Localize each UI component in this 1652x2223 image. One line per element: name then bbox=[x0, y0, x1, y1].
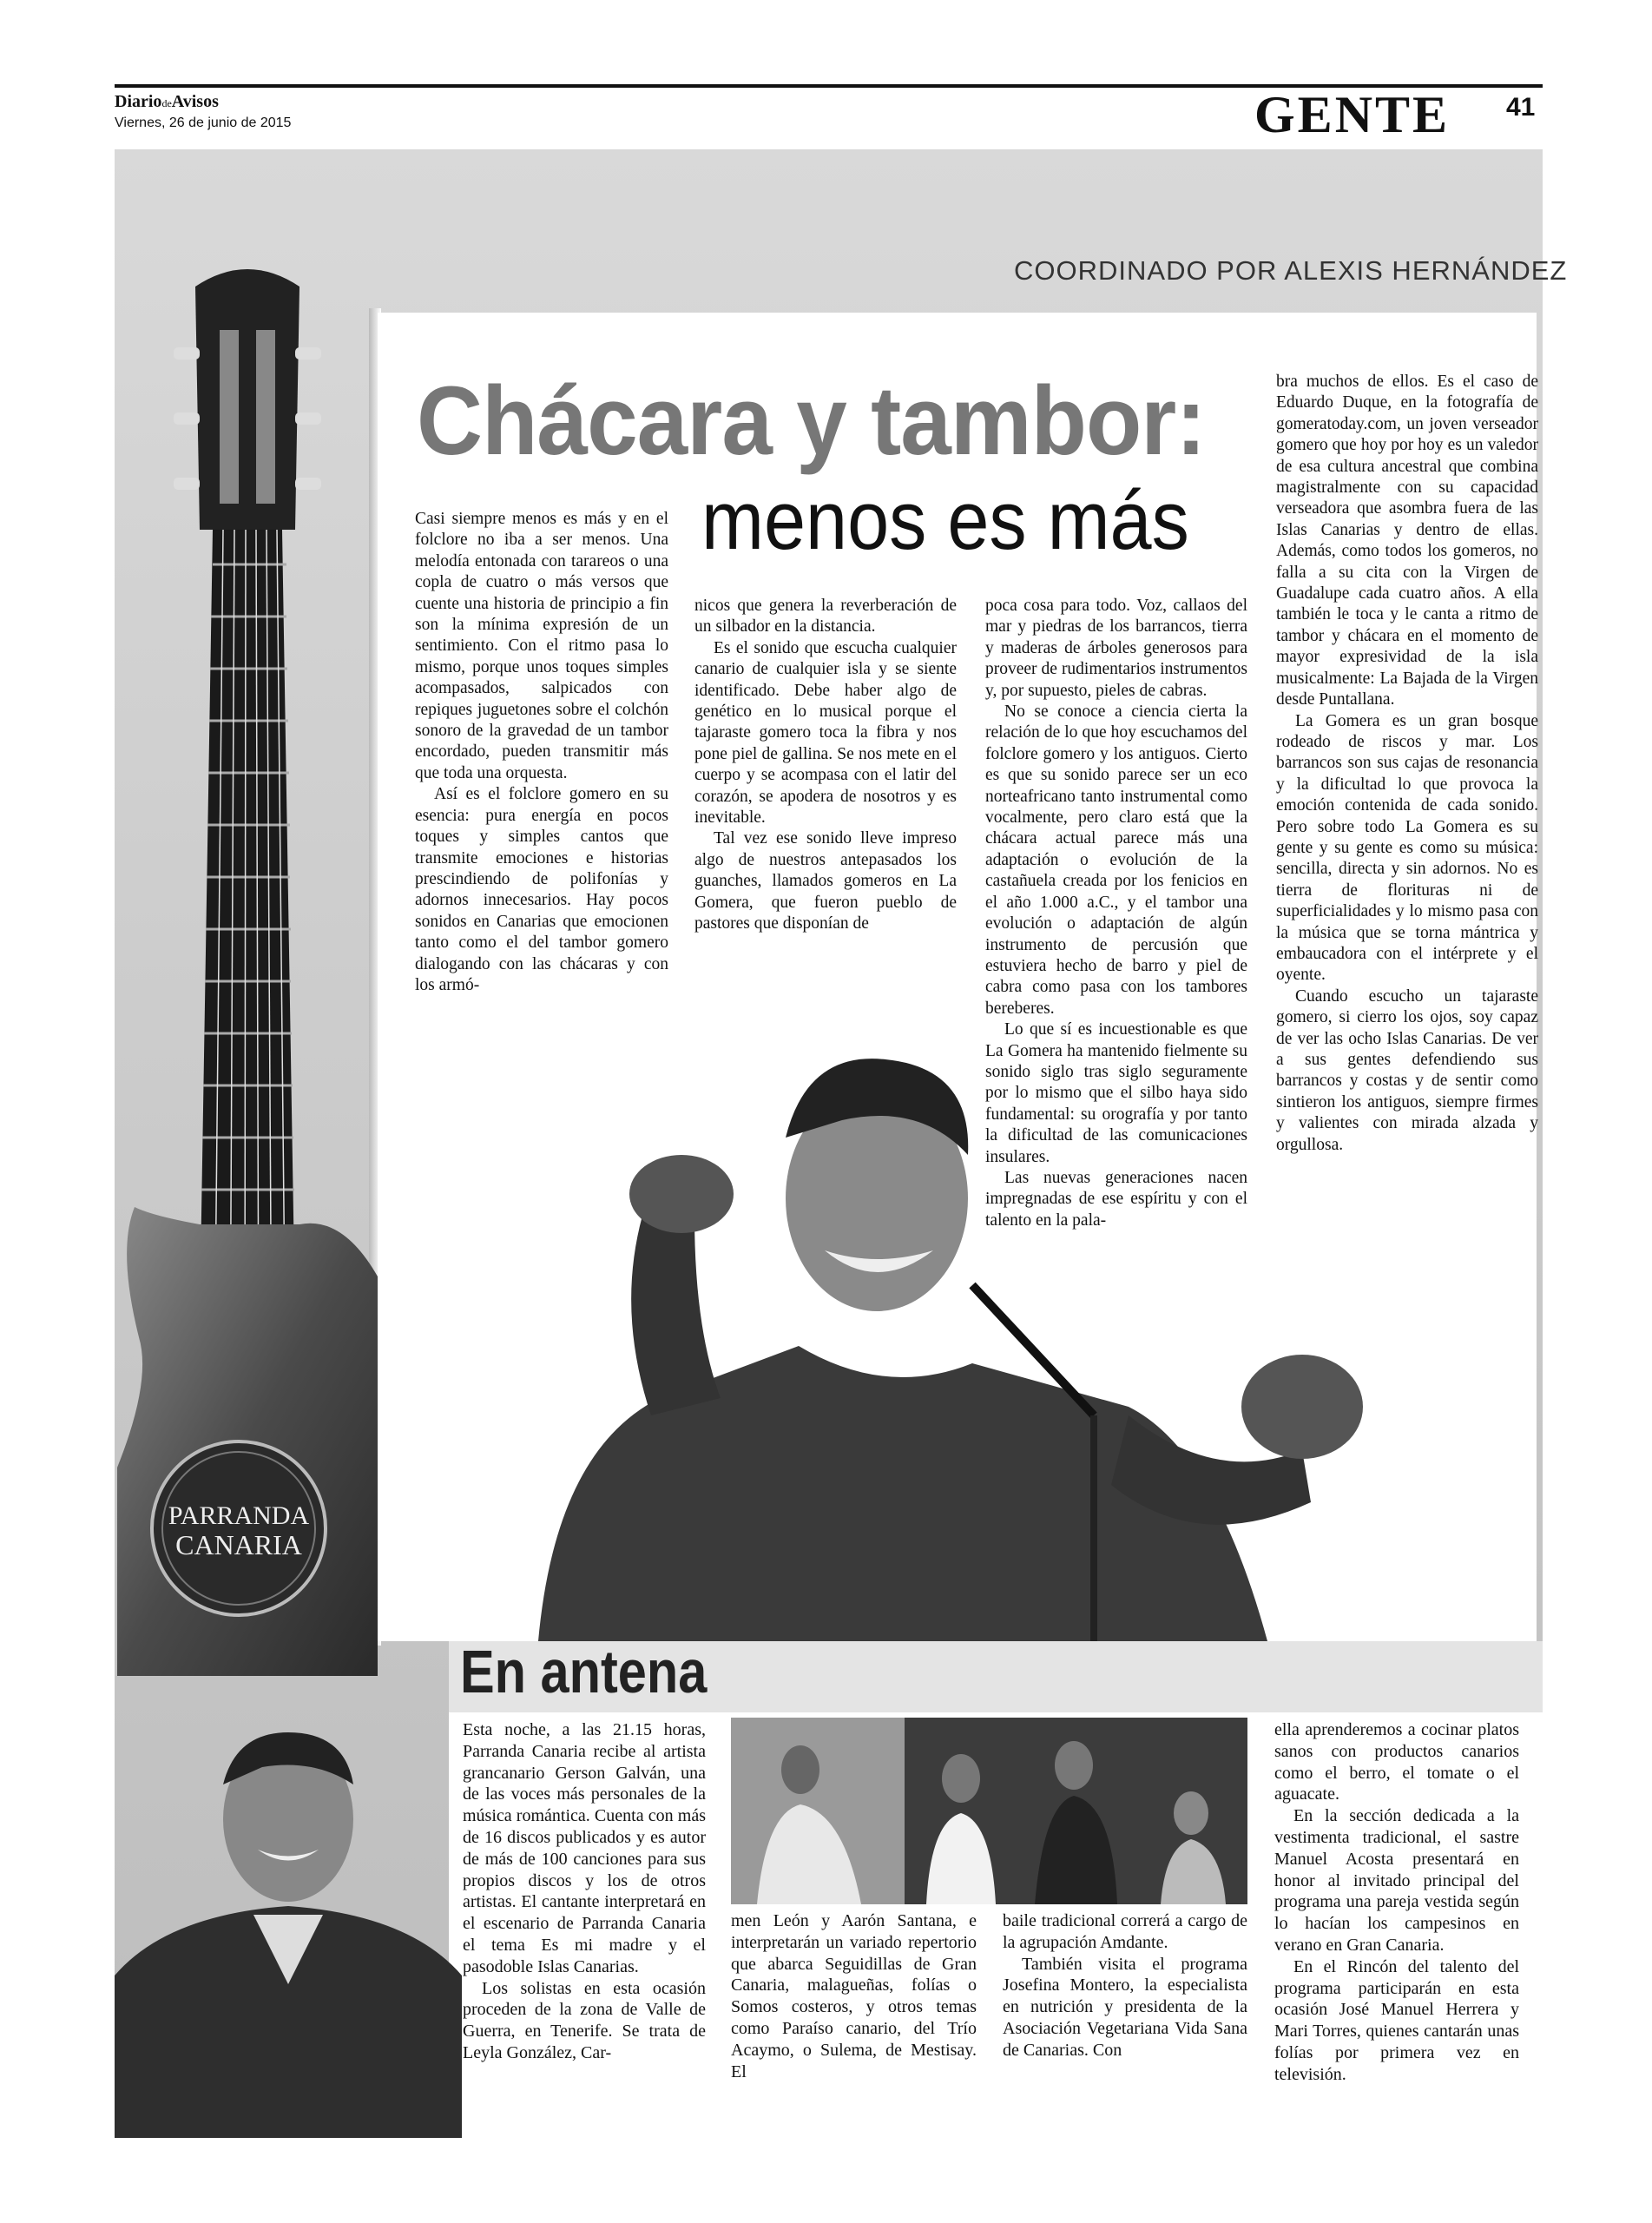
antena-title: En antena bbox=[460, 1638, 708, 1705]
logo-line-2: CANARIA bbox=[175, 1529, 302, 1560]
paragraph: En el Rincón del talento del programa participarán en esta ocasión José Manuel Herrera y Mari Torres, quienes cantarán unas folías por primera vez en televisión. bbox=[1274, 1956, 1519, 2084]
antena-column-3 bbox=[1003, 1910, 1247, 2061]
page-number: 41 bbox=[1506, 93, 1536, 122]
paragraph: Es el sonido que escucha cualquier canario de cualquier isla y se siente identificado. Debe haber algo de genético en lo musical porque el tajaraste gomero toca la fibra y nos pone piel de gallina. Se nos mete en el cuerpo y se acompasa con el latir del corazón, se apodera de nosotros y es inevitable. bbox=[694, 638, 957, 828]
guitar-illustration bbox=[117, 252, 378, 1676]
paragraph: nicos que genera la reverberación de un silbador en la distancia. bbox=[694, 597, 957, 637]
paragraph: men León y Aarón Santana, e interpretarán un variado repertorio que abarca Seguidillas de Gran Canaria, malagueñas, folías o Somos costeros, y otros temas como Paraíso canario, del Trío Acaymo, o Sulema, de Mestisay. El bbox=[731, 1911, 977, 2081]
group-photo bbox=[731, 1718, 1247, 1904]
host-photo bbox=[115, 1698, 462, 2138]
paragraph: La Gomera es un gran bosque rodeado de riscos y mar. Los barrancos son sus cajas de resonancia y la dificultad lo que provoca la emoción contenida de cada sonido. Pero sobre todo La Gomera es su gente y su gente es como su música: sencilla, directa y sin adornos. No es tierra de florituras ni de superficialidades y lo mismo pasa con la música que se torna mántrica y embaucadora con el intérprete y el oyente. bbox=[1276, 711, 1538, 985]
paragraph: bra muchos de ellos. Es el caso de Eduardo Duque, en la fotografía de gomeratoday.com, un joven verseador gomero que hoy por hoy es un valedor de esa cultura ancestral que combina magistralmente con su capacidad verseadora que asombra fuera de las Islas Canarias y dentro de ellas. Además, como todos los gomeros, no falla a su cita con la Virgen de Guadalupe cada cuatro años. A ella también le toca y le canta a ritmo de tambor y chácara en el momento de mayor expresividad de la isla musicalmente: La Bajada de la Virgen desde Puntallana. bbox=[1276, 373, 1538, 709]
article-subtitle: menos es más bbox=[701, 474, 1189, 567]
paragraph: poca cosa para todo. Voz, callaos del mar y piedras de los barrancos, tierra y maderas de árboles generosos para proveer de rudimentarios instrumentos y, por supuesto, pieles de cabras. bbox=[985, 597, 1247, 700]
logo-line-1: PARRANDA bbox=[168, 1501, 310, 1530]
article-column-2 bbox=[694, 596, 957, 935]
paragraph: Así es el folclore gomero en su esencia: pura energía en pocos toques y simples cantos que transmite emociones e historias prescindiendo de polifonías y adornos innecesarios. Hay pocos sonidos en Canarias que emocionen tanto como el del tambor gomero dialogando con las chácaras y con los armó- bbox=[415, 785, 668, 994]
paragraph: Cuando escucho un tajaraste gomero, si cierro los ojos, soy capaz de ver las ocho Islas Canarias. De ver a sus gentes defendiendo sus barrancos y costas y de sentir como sintieron los antiguos, siempre firmes y valientes con mirada alzada y orgullosa. bbox=[1276, 986, 1538, 1154]
masthead: DiariodeAvisos bbox=[115, 92, 219, 111]
paragraph: ella aprenderemos a cocinar platos sanos con productos canarios como el berro, el tomate o el aguacate. bbox=[1274, 1720, 1519, 1804]
paragraph: En la sección dedicada a la vestimenta tradicional, el sastre Manuel Acosta presentará en honor al invitado principal del programa una pareja vestida según lo hacían los campesinos en verano en Gran Canaria. bbox=[1274, 1806, 1519, 1955]
article-column-4 bbox=[1276, 372, 1538, 1156]
antena-column-1 bbox=[463, 1719, 706, 2064]
paragraph: También visita el programa Josefina Montero, la especialista en nutrición y presidenta de la Asociación Vegetariana Vida Sana de Canarias. Con bbox=[1003, 1954, 1247, 2060]
issue-date: Viernes, 26 de junio de 2015 bbox=[115, 115, 292, 130]
section-name: GENTE bbox=[1254, 86, 1451, 143]
article-column-3 bbox=[985, 596, 1247, 1231]
article-column-1 bbox=[415, 509, 668, 996]
paragraph: Lo que sí es incuestionable es que La Gomera ha mantenido fielmente su sonido siglo tras siglo seguramente por lo mismo que el silbo haya sido fundamental: su orografía y por tanto la dificultad de las comunicaciones insulares. bbox=[985, 1020, 1247, 1166]
byline: COORDINADO POR ALEXIS HERNÁNDEZ bbox=[1014, 255, 1568, 286]
paragraph: Casi siempre menos es más y en el folclore no iba a ser menos. Una melodía entonada con tarareos o una copla de cuatro o más versos que cuente una historia de principio a fin son la mínima expresión de un sentimiento. Con el ritmo pasa lo mismo, porque unos toques simples acompasados, salpicados con repiques juguetones sobre el colchón sonoro de la gravedad de un tambor encordado, pueden transmitir más que toda una orquesta. bbox=[415, 510, 668, 782]
paragraph: Las nuevas generaciones nacen impregnadas de ese espíritu y con el talento en la pala- bbox=[985, 1168, 1247, 1230]
antena-column-4 bbox=[1274, 1719, 1519, 2086]
paragraph: Los solistas en esta ocasión proceden de la zona de Valle de Guerra, en Tenerife. Se trata de Leyla González, Car- bbox=[463, 1978, 706, 2062]
antena-column-2 bbox=[731, 1910, 977, 2082]
paragraph: No se conoce a ciencia cierta la relación de lo que hoy escuchamos del folclore gomero y los antiguos. Cierto es que su sonido parece ser un eco norteafricano tanto instrumental como vocalmente, pero claro está que la chácara actual parece más una adaptación o evolución de la castañuela creada por los fenicios en el año 1.000 a.C., y el tambor una evolución o adaptación de algún instrumento de percusión que estuviera hecho de barro y piel de cabra como pasa con los tambores bereberes. bbox=[985, 703, 1247, 1018]
paragraph: Tal vez ese sonido lleve impreso algo de nuestros antepasados los guanches, llamados gomeros en La Gomera, que fueron pueblo de pastores que disponían de bbox=[694, 829, 957, 933]
article-title: Chácara y tambor: bbox=[417, 366, 1206, 475]
paragraph: baile tradicional correrá a cargo de la agrupación Amdante. bbox=[1003, 1911, 1247, 1952]
paragraph: Esta noche, a las 21.15 horas, Parranda Canaria recibe al artista grancanario Gerson Galván, una de las voces más personales de la música romántica. Cuenta con más de 16 discos publicados y es autor de más de 100 canciones para sus propios discos y los de otros artistas. El cantante interpretará en el escenario de Parranda Canaria el tema Es mi madre y el pasodoble Islas Canarias. bbox=[463, 1720, 706, 1976]
